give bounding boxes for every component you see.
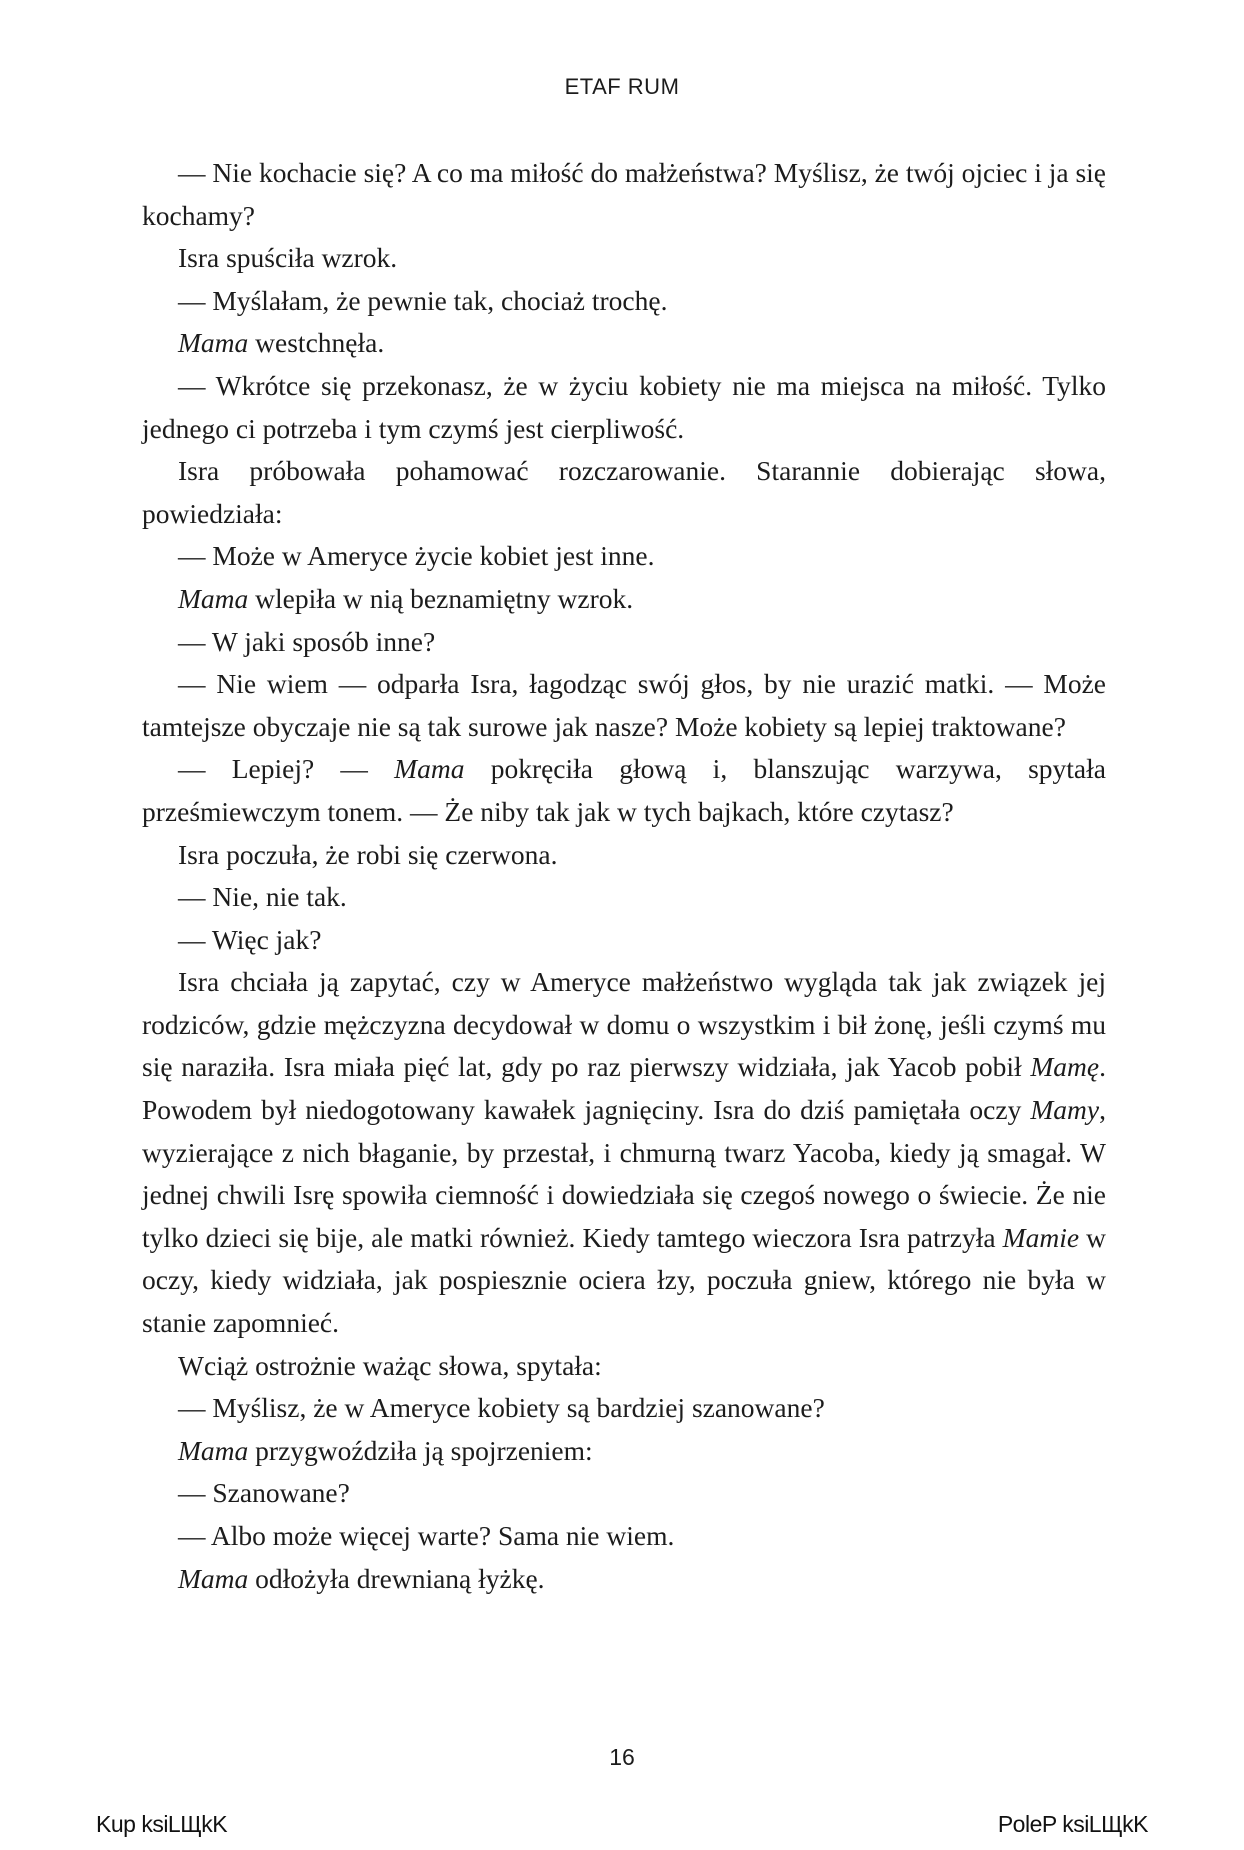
paragraph bbox=[142, 152, 1106, 237]
text-run: westchnęła. bbox=[248, 327, 385, 359]
paragraph bbox=[142, 1387, 1106, 1430]
text-run: — Może w Ameryce życie kobiet jest inne. bbox=[178, 540, 655, 572]
text-run: — Szanowane? bbox=[178, 1477, 350, 1509]
buy-book-link[interactable]: Kup ksiLЩkK bbox=[96, 1811, 228, 1837]
paragraph bbox=[142, 322, 1106, 365]
text-run: Isra chciała ją zapytać, czy w Ameryce małżeństwo wygląda tak jak związek jej rodziców, gdzie mężczyzna decydował w domu o wszystkim i bił żonę, jeśli czymś mu się naraziła. Isra miała pięć lat, gdy po raz pierwszy widziała, jak Yacob pobił bbox=[142, 966, 1106, 1083]
italic-text: Mama bbox=[178, 1562, 249, 1594]
paragraph bbox=[142, 450, 1106, 535]
paragraph bbox=[142, 237, 1106, 280]
paragraph bbox=[142, 748, 1106, 833]
paragraph bbox=[142, 919, 1106, 962]
italic-text: Mama bbox=[178, 1434, 249, 1466]
text-run: odłożyła drewnianą łyżkę. bbox=[248, 1562, 545, 1594]
paragraph bbox=[142, 1558, 1106, 1601]
paragraph bbox=[142, 621, 1106, 664]
text-run: w oczy, kiedy widziała, jak pospiesznie ociera łzy, poczuła gniew, którego nie była w stanie zapomnieć. bbox=[142, 1221, 1106, 1339]
text-run: Isra próbowała pohamować rozczarowanie. Starannie dobierając słowa, powiedziała: bbox=[142, 455, 1106, 529]
italic-text: Mamę bbox=[1030, 1051, 1100, 1083]
italic-text: Mama bbox=[394, 753, 465, 785]
text-run: — W jaki sposób inne? bbox=[178, 625, 436, 657]
page-number: 16 bbox=[609, 1744, 635, 1770]
text-run: wlepiła w nią beznamiętny wzrok. bbox=[248, 582, 634, 614]
paragraph bbox=[142, 1430, 1106, 1473]
paragraph bbox=[142, 535, 1106, 578]
text-run: — Albo może więcej warte? Sama nie wiem. bbox=[178, 1520, 675, 1551]
paragraph bbox=[142, 1515, 1106, 1558]
recommend-book-link[interactable]: PoleP ksiLЩkK bbox=[997, 1811, 1148, 1837]
body-text bbox=[142, 152, 1106, 1600]
text-run: — Myślałam, że pewnie tak, chociaż trochę. bbox=[178, 284, 668, 316]
paragraph bbox=[142, 1345, 1106, 1388]
text-run: — Myślisz, że w Ameryce kobiety są bardziej szanowane? bbox=[178, 1392, 825, 1424]
running-head: ETAF RUM bbox=[564, 74, 680, 99]
text-run: , wyzierające z nich błaganie, by przestał, i chmurną twarz Yacoba, kiedy ją smagał. W jednej chwili Isrę spowiła ciemność i dowiedziała się czegoś nowego o świecie. Że nie tylko dzieci się bije, ale matki również. Kiedy tamtego wieczora Isra patrzyła bbox=[142, 1094, 1106, 1253]
text-run: przygwoździła ją spojrzeniem: bbox=[248, 1434, 593, 1466]
paragraph bbox=[142, 1472, 1106, 1515]
italic-text: Mamie bbox=[1002, 1221, 1080, 1253]
paragraph bbox=[142, 876, 1106, 919]
text-run: — Więc jak? bbox=[178, 923, 322, 955]
text-run: Isra poczuła, że robi się czerwona. bbox=[178, 838, 558, 870]
text-run: — Wkrótce się przekonasz, że w życiu kobiety nie ma miejsca na miłość. Tylko jednego ci potrzeba i tym czymś jest cierpliwość. bbox=[142, 369, 1106, 444]
text-run: — Nie wiem — odparła Isra, łagodząc swój głos, by nie urazić matki. — Może tamtejsze obyczaje nie są tak surowe jak nasze? Może kobiety są lepiej traktowane? bbox=[142, 668, 1106, 742]
paragraph bbox=[142, 578, 1106, 621]
text-run: . Powodem był niedogotowany kawałek jagnięciny. Isra do dziś pamiętała oczy bbox=[142, 1051, 1106, 1126]
text-run: Isra spuściła wzrok. bbox=[178, 242, 398, 274]
paragraph bbox=[142, 280, 1106, 323]
italic-text: Mamy bbox=[1030, 1094, 1100, 1126]
paragraph bbox=[142, 834, 1106, 877]
text-run: — Lepiej? — bbox=[178, 753, 395, 785]
text-run: — Nie, nie tak. bbox=[178, 881, 347, 913]
text-run: pokręciła głową i, blanszując warzywa, spytała prześmiewczym tonem. — Że niby tak jak w tych bajkach, które czytasz? bbox=[142, 753, 1106, 827]
paragraph bbox=[142, 663, 1106, 748]
italic-text: Mama bbox=[178, 582, 249, 614]
italic-text: Mama bbox=[178, 327, 249, 359]
paragraph bbox=[142, 365, 1106, 450]
paragraph bbox=[142, 961, 1106, 1344]
text-run: Wciąż ostrożnie ważąc słowa, spytała: bbox=[178, 1349, 602, 1381]
text-run: — Nie kochacie się? A co ma miłość do małżeństwa? Myślisz, że twój ojciec i ja się kochamy? bbox=[142, 157, 1106, 231]
